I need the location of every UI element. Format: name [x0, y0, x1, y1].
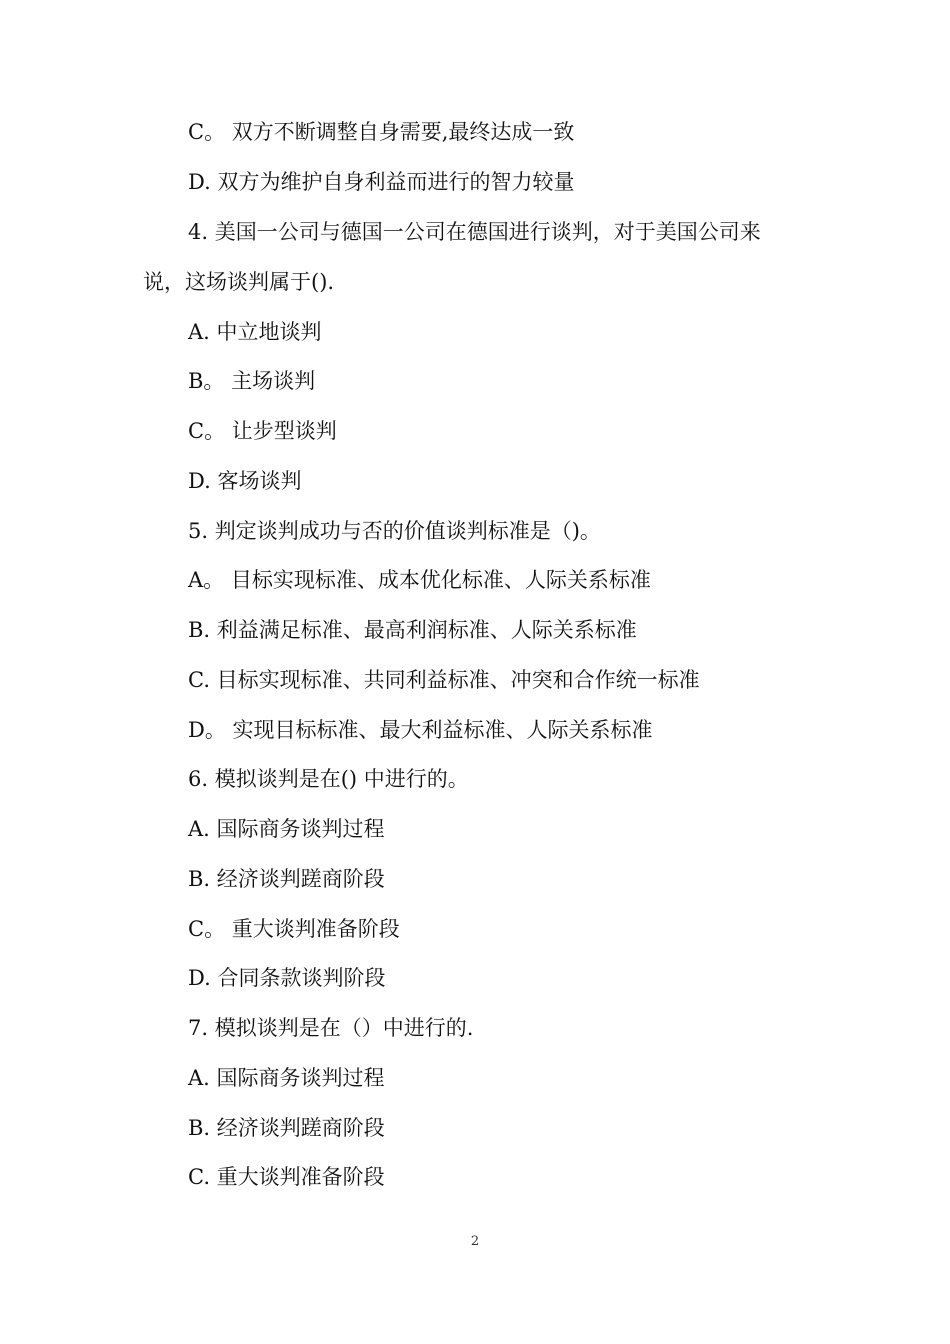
question-line: 7. 模拟谈判是在（）中进行的. [188, 1016, 474, 1040]
option-line: A. 国际商务谈判过程 [188, 1066, 385, 1090]
question-line: 5. 判定谈判成功与否的价值谈判标准是（)。 [188, 519, 601, 543]
option-line: A. 国际商务谈判过程 [188, 817, 385, 841]
option-line: C。 重大谈判准备阶段 [188, 917, 400, 941]
option-line: C。 让步型谈判 [188, 419, 337, 443]
option-line: B。 主场谈判 [188, 369, 316, 393]
option-line: B. 经济谈判蹉商阶段 [188, 867, 385, 891]
question-continuation-line: 说，这场谈判属于(). [143, 270, 335, 294]
option-line: C。 双方不断调整自身需要,最终达成一致 [188, 120, 575, 144]
option-line: D。 实现目标标准、最大利益标准、人际关系标准 [188, 718, 653, 742]
page-number: 2 [470, 1234, 480, 1249]
option-line: B. 经济谈判蹉商阶段 [188, 1116, 385, 1140]
question-line: 4. 美国一公司与德国一公司在德国进行谈判，对于美国公司来 [188, 220, 761, 244]
option-line: A. 中立地谈判 [188, 320, 322, 344]
option-line: A。 目标实现标准、成本优化标准、人际关系标准 [188, 568, 651, 592]
option-line: C. 重大谈判准备阶段 [188, 1165, 385, 1189]
option-line: B. 利益满足标准、最高利润标准、人际关系标准 [188, 618, 637, 642]
option-line: D. 客场谈判 [188, 469, 302, 493]
question-line: 6. 模拟谈判是在() 中进行的。 [188, 767, 469, 791]
option-line: C. 目标实现标准、共同利益标准、冲突和合作统一标准 [188, 668, 700, 692]
option-line: D. 合同条款谈判阶段 [188, 966, 386, 990]
option-line: D. 双方为维护自身利益而进行的智力较量 [188, 170, 575, 194]
